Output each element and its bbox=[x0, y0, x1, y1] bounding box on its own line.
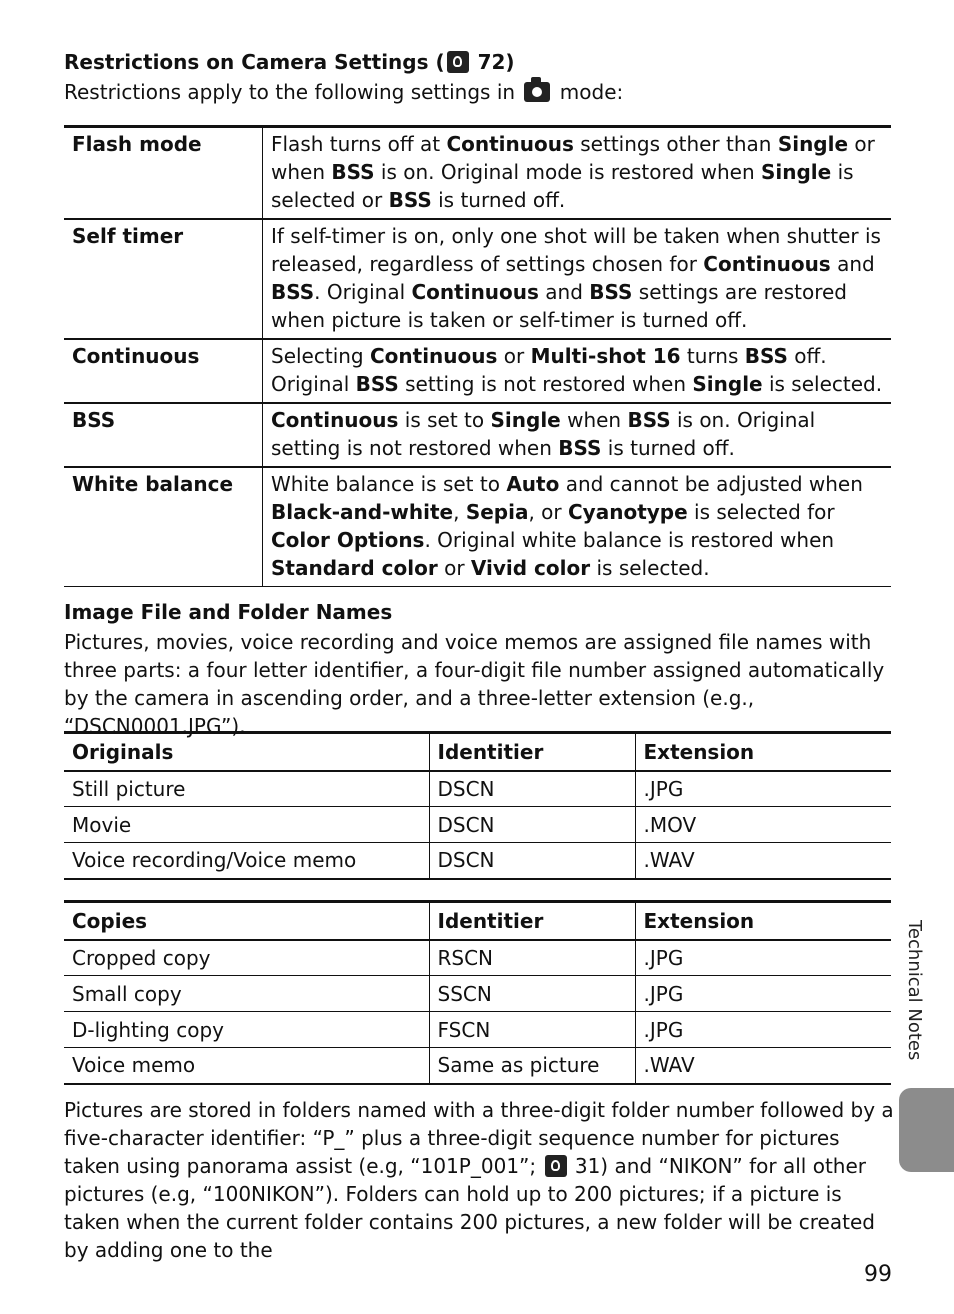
restrictions-intro: Restrictions apply to the following settings in mode: bbox=[64, 80, 624, 104]
table-header-row bbox=[64, 733, 891, 771]
file-names-paragraph: Pictures, movies, voice recording and voice memos are assigned file names with three parts: a four letter identifier, a four-digit file number assigned automatically by the camera in ascending order, and a three-letter extension (e.g., “DSCN0001.JPG”). bbox=[64, 630, 885, 738]
originals-table bbox=[64, 731, 891, 880]
table-row: Still picture DSCN .JPG bbox=[64, 771, 891, 807]
section-thumb-tab bbox=[899, 1088, 954, 1172]
table-row: Small copy SSCN .JPG bbox=[64, 976, 891, 1012]
setting-restriction: Continuous is set to Single when BSS is on. Original setting is not restored when BSS is turned off. bbox=[263, 403, 892, 467]
table-row: Voice recording/Voice memo DSCN .WAV bbox=[64, 843, 891, 879]
copies-table bbox=[64, 900, 891, 1085]
table-row bbox=[64, 403, 891, 467]
setting-name: Flash mode bbox=[64, 127, 263, 220]
table-row bbox=[64, 219, 891, 339]
table-row: D-lighting copy FSCN .JPG bbox=[64, 1012, 891, 1048]
camera-mode-icon bbox=[524, 82, 550, 102]
restrictions-heading: Restrictions on Camera Settings ( 72) bbox=[64, 50, 515, 74]
table-row: Voice memo Same as picture .WAV bbox=[64, 1048, 891, 1084]
table-row bbox=[64, 339, 891, 403]
section-side-label: Technical Notes bbox=[904, 920, 925, 1061]
setting-restriction: If self-timer is on, only one shot will be taken when shutter is released, regardless of settings chosen for Continuous and BSS. Original Continuous and BSS settings are restored when picture is taken or self-timer is turned off. bbox=[263, 219, 892, 339]
column-header: Identitier bbox=[429, 733, 635, 771]
column-header: Extension bbox=[635, 902, 891, 940]
table-row bbox=[64, 467, 891, 587]
setting-name: Continuous bbox=[64, 339, 263, 403]
column-header: Identitier bbox=[429, 902, 635, 940]
table-row bbox=[64, 127, 891, 220]
column-header: Copies bbox=[64, 902, 429, 940]
table-header-row bbox=[64, 902, 891, 940]
page-reference-icon bbox=[545, 1155, 567, 1177]
setting-name: BSS bbox=[64, 403, 263, 467]
file-names-heading: Image File and Folder Names bbox=[64, 600, 393, 624]
setting-name: Self timer bbox=[64, 219, 263, 339]
column-header: Originals bbox=[64, 733, 429, 771]
column-header: Extension bbox=[635, 733, 891, 771]
setting-restriction: Selecting Continuous or Multi-shot 16 turns BSS off. Original BSS setting is not restored when Single is selected. bbox=[263, 339, 892, 403]
table-row: Movie DSCN .MOV bbox=[64, 807, 891, 843]
setting-name: White balance bbox=[64, 467, 263, 587]
folder-names-paragraph: Pictures are stored in folders named with a three-digit folder number followed by a five-character identifier: “P_” plus a three-digit sequence number for pictures taken using panorama assist (e.g, “101P_001”; 31) and “NIKON” for all other pictures (e.g, “100NIKON”). Folders can hold up to 200 pictures; if a picture is taken when the current folder contains 200 pictures, a new folder will be created by adding one to the bbox=[64, 1098, 894, 1262]
table-row: Cropped copy RSCN .JPG bbox=[64, 940, 891, 976]
page-reference-icon bbox=[447, 51, 469, 73]
setting-restriction: White balance is set to Auto and cannot be adjusted when Black-and-white, Sepia, or Cyanotype is selected for Color Options. Original white balance is restored when Standard color or Vivid color is selected. bbox=[263, 467, 892, 587]
setting-restriction: Flash turns off at Continuous settings other than Single or when BSS is on. Original mode is restored when Single is selected or BSS is turned off. bbox=[263, 127, 892, 220]
restrictions-table bbox=[64, 125, 891, 587]
page-number: 99 bbox=[864, 1262, 892, 1287]
